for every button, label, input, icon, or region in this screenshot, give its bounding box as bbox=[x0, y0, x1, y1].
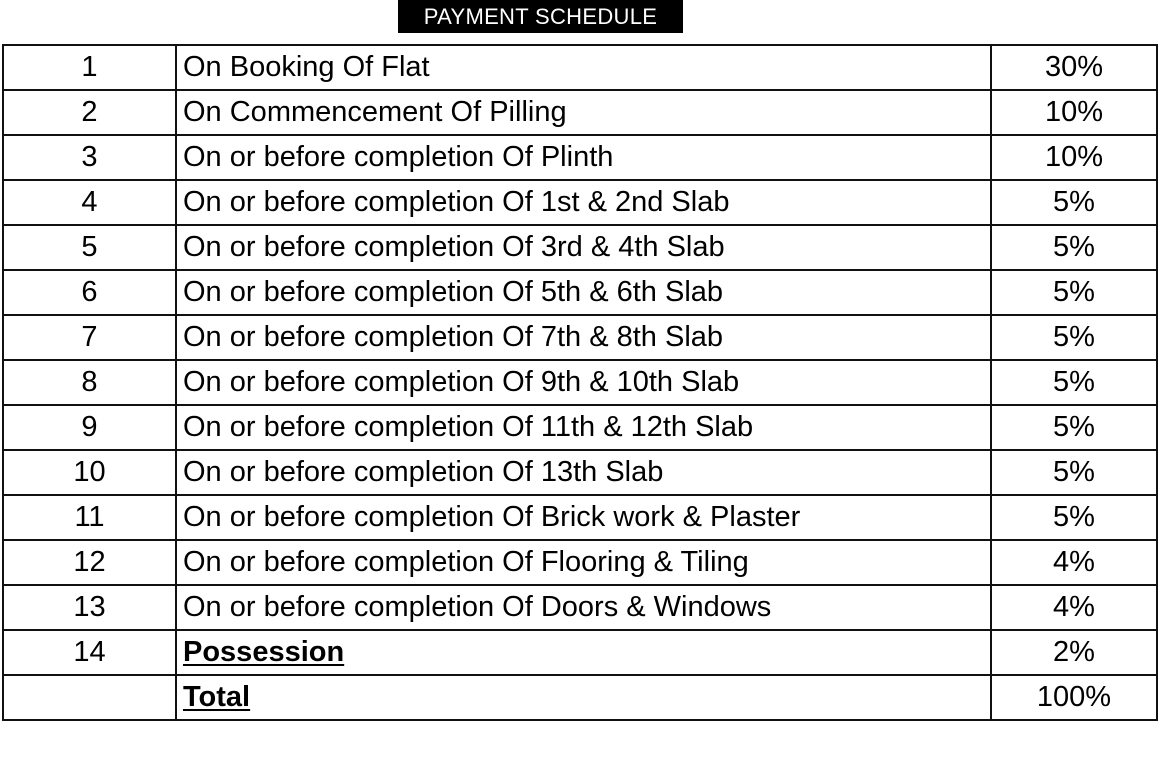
row-number: 11 bbox=[3, 495, 176, 540]
table-row bbox=[3, 90, 1157, 135]
row-number: 9 bbox=[3, 405, 176, 450]
table-row bbox=[3, 405, 1157, 450]
total-label: Total bbox=[176, 675, 991, 720]
table-row bbox=[3, 270, 1157, 315]
row-percent: 2% bbox=[991, 630, 1157, 675]
total-number bbox=[3, 675, 176, 720]
row-percent: 4% bbox=[991, 585, 1157, 630]
row-percent: 10% bbox=[991, 135, 1157, 180]
possession-label: Possession bbox=[176, 630, 991, 675]
row-percent: 5% bbox=[991, 315, 1157, 360]
row-description: On or before completion Of 9th & 10th Slab bbox=[176, 360, 991, 405]
row-description: On Commencement Of Pilling bbox=[176, 90, 991, 135]
row-percent: 4% bbox=[991, 540, 1157, 585]
total-row bbox=[3, 675, 1157, 720]
row-number: 3 bbox=[3, 135, 176, 180]
row-number: 8 bbox=[3, 360, 176, 405]
table-row bbox=[3, 135, 1157, 180]
row-description: On or before completion Of 13th Slab bbox=[176, 450, 991, 495]
row-description: On or before completion Of Brick work & Plaster bbox=[176, 495, 991, 540]
row-description: On or before completion Of 1st & 2nd Slab bbox=[176, 180, 991, 225]
row-number: 12 bbox=[3, 540, 176, 585]
table-row bbox=[3, 495, 1157, 540]
table-row bbox=[3, 225, 1157, 270]
table-row bbox=[3, 180, 1157, 225]
table-row bbox=[3, 540, 1157, 585]
table-row bbox=[3, 630, 1157, 675]
table-row bbox=[3, 45, 1157, 90]
row-number: 10 bbox=[3, 450, 176, 495]
table-row bbox=[3, 585, 1157, 630]
row-description: On or before completion Of Plinth bbox=[176, 135, 991, 180]
row-percent: 10% bbox=[991, 90, 1157, 135]
row-number: 7 bbox=[3, 315, 176, 360]
row-number: 13 bbox=[3, 585, 176, 630]
row-percent: 30% bbox=[991, 45, 1157, 90]
row-percent: 5% bbox=[991, 405, 1157, 450]
total-percent: 100% bbox=[991, 675, 1157, 720]
row-description: On or before completion Of Doors & Windows bbox=[176, 585, 991, 630]
row-description: On Booking Of Flat bbox=[176, 45, 991, 90]
payment-schedule-table bbox=[2, 44, 1158, 721]
row-number: 4 bbox=[3, 180, 176, 225]
row-number: 6 bbox=[3, 270, 176, 315]
row-description: On or before completion Of 11th & 12th Slab bbox=[176, 405, 991, 450]
row-number: 14 bbox=[3, 630, 176, 675]
row-description: On or before completion Of Flooring & Tiling bbox=[176, 540, 991, 585]
table-row bbox=[3, 315, 1157, 360]
row-number: 5 bbox=[3, 225, 176, 270]
row-percent: 5% bbox=[991, 180, 1157, 225]
row-description: On or before completion Of 7th & 8th Slab bbox=[176, 315, 991, 360]
table-row bbox=[3, 450, 1157, 495]
row-description: On or before completion Of 3rd & 4th Slab bbox=[176, 225, 991, 270]
row-number: 2 bbox=[3, 90, 176, 135]
page-title: PAYMENT SCHEDULE bbox=[398, 0, 683, 33]
row-percent: 5% bbox=[991, 225, 1157, 270]
row-percent: 5% bbox=[991, 450, 1157, 495]
table-row bbox=[3, 360, 1157, 405]
row-percent: 5% bbox=[991, 270, 1157, 315]
row-percent: 5% bbox=[991, 360, 1157, 405]
row-percent: 5% bbox=[991, 495, 1157, 540]
row-description: On or before completion Of 5th & 6th Slab bbox=[176, 270, 991, 315]
row-number: 1 bbox=[3, 45, 176, 90]
